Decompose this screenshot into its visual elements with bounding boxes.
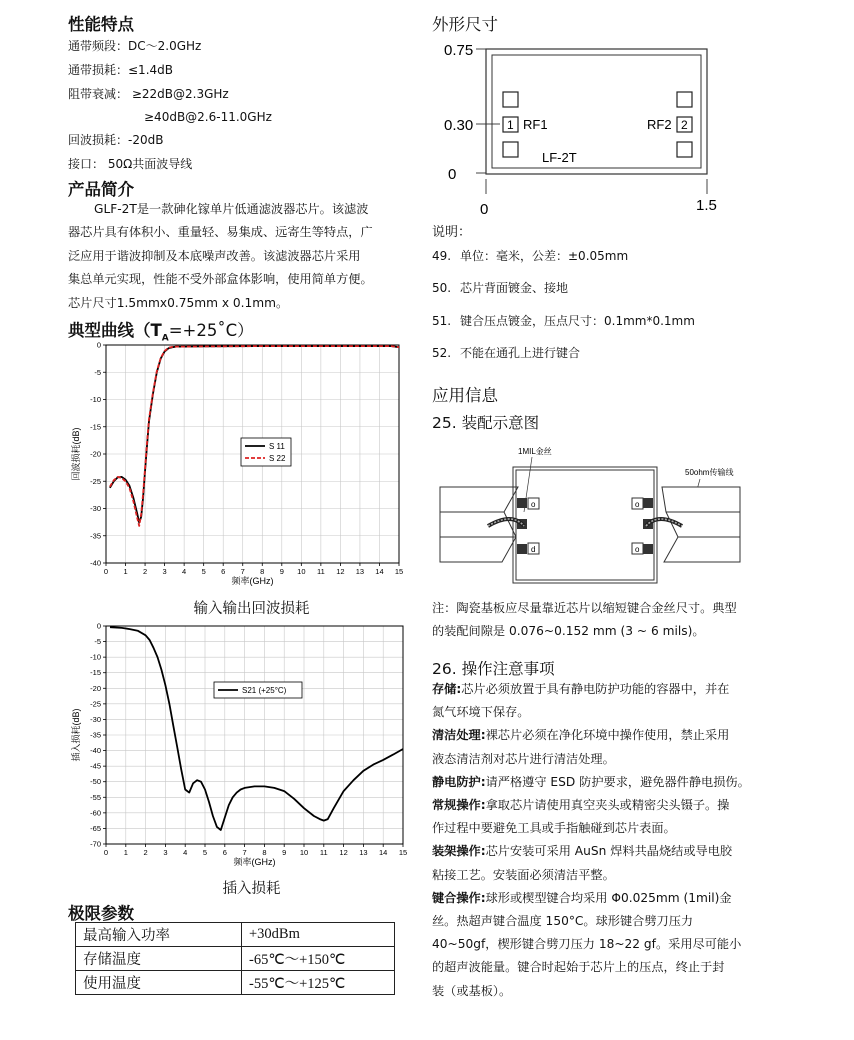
dim-y-0: 0 (448, 166, 457, 183)
assembly-note-line: 的装配间隙是 0.076~0.152 mm (3 ~ 6 mils)。 (432, 624, 705, 639)
intro-line: 集总单元实现，性能不受外部盒体影响，使用简单方便。 (68, 272, 373, 287)
features-title: 性能特点 (68, 15, 134, 34)
dimensions-title: 外形尺寸 (432, 15, 498, 34)
ops-line (432, 678, 750, 701)
x-tick-label: 1 (123, 567, 128, 576)
note-item (432, 312, 695, 330)
y-tick-label: -30 (90, 714, 101, 724)
note-text: 单位：毫米，公差：±0.05mm (460, 249, 629, 263)
y-tick-label: -45 (90, 761, 101, 771)
limit-value: -65℃～+150℃ (242, 947, 395, 971)
assembly-note (432, 597, 737, 643)
x-tick-label: 5 (201, 567, 206, 576)
limit-value: +30dBm (242, 923, 395, 947)
ops-label-esd: 静电防护: (432, 774, 486, 789)
x-tick-label: 15 (394, 567, 404, 576)
x-tick-label: 8 (262, 848, 267, 857)
assembly-diagram (432, 440, 772, 590)
ops-line (432, 771, 750, 794)
ground-pad (503, 92, 518, 107)
y-tick-label: -25 (90, 699, 101, 709)
y-tick-label: -5 (94, 637, 101, 647)
pad-label: o (635, 545, 640, 554)
notes-title: 说明： (432, 225, 472, 240)
app-title: 应用信息 (432, 386, 498, 405)
y-axis-label: 插入损耗(dB) (71, 708, 81, 762)
chip-outline (486, 49, 707, 174)
ground-pad (677, 92, 692, 107)
note-text: 芯片背面镀金、接地 (460, 281, 569, 295)
note-number: 51. (432, 314, 452, 328)
ops-line (432, 887, 750, 910)
wire-label: 1MIL金丝 (518, 447, 552, 456)
x-tick-label: 6 (221, 567, 226, 576)
x-tick-label: 7 (240, 567, 245, 576)
limits-title: 极限参数 (68, 904, 134, 923)
ops-line: 的超声波能量。键合时起始于芯片上的压点，终止于封 (432, 960, 725, 975)
part-label: LF-2T (542, 150, 577, 165)
pad-label: o (531, 500, 536, 509)
intro-line: GLF-2T是一款砷化镓单片低通滤波器芯片。该滤波 (94, 202, 369, 216)
ops-line: 装（或基板）。 (432, 983, 512, 998)
y-tick-label: -60 (90, 808, 101, 818)
y-tick-label: -70 (90, 839, 101, 849)
x-tick-label: 13 (359, 848, 368, 857)
chip-pad (643, 544, 653, 554)
ops-line: 液态清洁剂对芯片进行清洁处理。 (432, 751, 615, 766)
intro-line: 芯片尺寸1.5mmx0.75mm x 0.1mm。 (68, 295, 289, 310)
intro-line: 泛应用于谐波抑制及本底噪声改善。该滤波器芯片采用 (68, 248, 361, 263)
y-tick-label: -20 (90, 449, 101, 459)
y-tick-label: -55 (90, 792, 101, 802)
table-row (76, 947, 395, 971)
chip-inner-outline (492, 55, 701, 168)
right-substrate (662, 487, 740, 562)
legend-label: S21 (+25°C) (242, 686, 287, 695)
table-row (76, 971, 395, 995)
y-tick-label: 0 (96, 621, 101, 631)
y-tick-label: -15 (90, 422, 101, 432)
x-tick-label: 0 (103, 567, 109, 576)
ops-line: 氮气环境下保存。 (432, 705, 530, 720)
note-text: 键合压点镀金，压点尺寸：0.1mm*0.1mm (460, 314, 695, 328)
intro-line: 器芯片具有体积小、重量轻、易集成、远寄生等特点，广 (68, 225, 373, 240)
x-tick-label: 3 (162, 567, 167, 576)
y-tick-label: -15 (90, 668, 101, 678)
ops-body (432, 678, 750, 1003)
y-tick-label: -65 (90, 823, 101, 833)
assembly-note-line: 注：陶瓷基板应尽量靠近芯片以缩短键合金丝尺寸。典型 (432, 601, 737, 615)
ops-line (432, 794, 750, 817)
chip-pad (643, 498, 653, 508)
y-tick-label: -25 (90, 476, 101, 486)
insertion-loss-chart (64, 620, 409, 878)
x-tick-label: 5 (202, 848, 208, 857)
x-tick-label: 2 (143, 848, 148, 857)
y-tick-label: -10 (90, 395, 101, 404)
ops-title: 26. 操作注意事项 (432, 660, 555, 678)
legend-label: S 11 (269, 442, 285, 451)
ops-text: 球形或楔型键合均采用 Φ0.025mm (1mil)金 (485, 890, 732, 905)
ops-text: 芯片必须放置于具有静电防护功能的容器中，并在 (461, 682, 730, 696)
legend-label: S 22 (269, 454, 286, 463)
ops-line: 粘接工艺。安装面必须清洁平整。 (432, 867, 615, 882)
y-tick-label: -30 (90, 504, 101, 513)
ops-line (432, 840, 750, 863)
y-tick-label: 0 (96, 340, 101, 350)
rf2-pad-number: 2 (681, 118, 688, 132)
x-tick-label: 10 (299, 848, 309, 857)
y-tick-label: -20 (90, 683, 101, 693)
y-axis-label: 回波损耗(dB) (71, 427, 81, 481)
ops-label-bond: 键合操作: (432, 890, 486, 905)
curves-title-text: 典型曲线（T (68, 321, 162, 340)
x-axis-label: 频率(GHz) (233, 857, 276, 867)
note-item (432, 279, 568, 297)
y-tick-label: -40 (90, 746, 101, 756)
ground-pad (503, 142, 518, 157)
note-number: 52. (432, 346, 452, 360)
x-tick-label: 14 (379, 848, 388, 857)
ops-label-general: 常规操作: (432, 798, 486, 813)
x-tick-label: 12 (336, 567, 345, 576)
x-axis-label: 频率(GHz) (231, 576, 274, 586)
assembly-title: 25. 装配示意图 (432, 414, 540, 432)
limit-value: -55℃～+125℃ (242, 971, 395, 995)
x-tick-label: 4 (183, 848, 188, 857)
x-tick-label: 13 (355, 567, 365, 576)
limit-param: 存储温度 (76, 947, 242, 971)
x-tick-label: 3 (163, 848, 168, 857)
curves-title-sub: A (161, 333, 169, 344)
note-text: 不能在通孔上进行键合 (460, 346, 581, 360)
x-tick-label: 6 (222, 848, 227, 857)
left-substrate (440, 487, 518, 562)
x-tick-label: 15 (398, 848, 408, 857)
dim-x-0: 0 (480, 201, 489, 218)
x-tick-label: 8 (260, 567, 265, 576)
insertion-loss-caption: 插入损耗 (222, 881, 281, 897)
pad-label: d (531, 545, 536, 554)
dim-x-15: 1.5 (696, 197, 717, 214)
feature-stopband-2: ≥40dB@2.6-11.0GHz (144, 110, 272, 124)
y-tick-label: -35 (90, 531, 101, 541)
outline-drawing (432, 36, 732, 222)
chip-pad (517, 498, 527, 508)
x-tick-label: 1 (123, 848, 128, 857)
feature-interface: 接口： 50Ω共面波导线 (68, 157, 193, 171)
note-item (432, 247, 628, 265)
note-number: 49. (432, 249, 452, 263)
ops-text: 拿取芯片请使用真空夹头或精密尖头镊子。操 (485, 798, 730, 813)
y-tick-label: -10 (90, 652, 101, 662)
x-tick-label: 11 (319, 848, 328, 857)
rf2-label: RF2 (647, 117, 672, 132)
note-item (432, 344, 580, 362)
chip-pad (517, 544, 527, 554)
ops-text: 请严格遵守 ESD 防护要求，避免器件静电损伤。 (485, 774, 750, 789)
ops-line (432, 724, 750, 747)
x-tick-label: 9 (282, 848, 287, 857)
ops-label-mount: 装架操作: (432, 844, 486, 859)
line-label: 50ohm传输线 (685, 468, 734, 477)
curves-title-end: =+25˚C） (168, 321, 254, 340)
x-tick-label: 4 (182, 567, 187, 576)
dim-y-075: 0.75 (444, 42, 474, 59)
y-tick-label: -40 (90, 558, 101, 568)
ground-pad (677, 142, 692, 157)
return-loss-caption: 输入输出回波损耗 (193, 601, 310, 617)
feature-passband: 通带频段：DC～2.0GHz (68, 39, 202, 53)
carrier-box (513, 467, 657, 583)
ops-line: 作过程中要避免工具或手指触碰到芯片表面。 (432, 821, 676, 836)
note-number: 50. (432, 281, 452, 295)
x-tick-label: 12 (339, 848, 348, 857)
limit-param: 使用温度 (76, 971, 242, 995)
feature-insertion-loss: 通带损耗：≤1.4dB (68, 63, 173, 77)
x-tick-label: 11 (316, 567, 325, 576)
x-tick-label: 10 (297, 567, 306, 576)
intro-title: 产品简介 (68, 180, 134, 199)
ops-line: 丝。热超声键合温度 150°C。球形键合劈刀压力 (432, 914, 694, 929)
x-tick-label: 9 (279, 567, 284, 576)
y-tick-label: -50 (90, 777, 101, 787)
dim-y-030: 0.30 (444, 117, 474, 134)
limit-param: 最高输入功率 (76, 923, 242, 947)
rf1-label: RF1 (523, 117, 548, 132)
x-tick-label: 14 (375, 567, 384, 576)
limits-table (75, 922, 395, 995)
y-tick-label: -35 (90, 730, 101, 740)
ops-text: 裸芯片必须在净化环境中操作使用，禁止采用 (485, 728, 730, 743)
return-loss-chart (64, 338, 409, 596)
ops-text: 芯片安装可采用 AuSn 焊料共晶烧结或导电胶 (485, 844, 733, 859)
x-tick-label: 2 (142, 567, 148, 576)
ops-label-clean: 清洁处理: (432, 728, 486, 743)
pad-label: o (635, 500, 640, 509)
ops-line: 40~50gf，楔形键合劈刀压力 18~22 gf。采用尽可能小 (432, 937, 742, 952)
x-tick-label: 7 (242, 848, 247, 857)
rf1-pad-number: 1 (507, 118, 514, 132)
table-row (76, 923, 395, 947)
ops-label-storage: 存储: (432, 682, 462, 696)
intro-paragraph (68, 198, 404, 315)
x-tick-label: 0 (103, 848, 109, 857)
y-tick-label: -5 (94, 367, 101, 377)
feature-stopband-1: 阻带衰减： ≥22dB@2.3GHz (68, 87, 229, 101)
feature-return-loss: 回波损耗：-20dB (68, 133, 164, 147)
